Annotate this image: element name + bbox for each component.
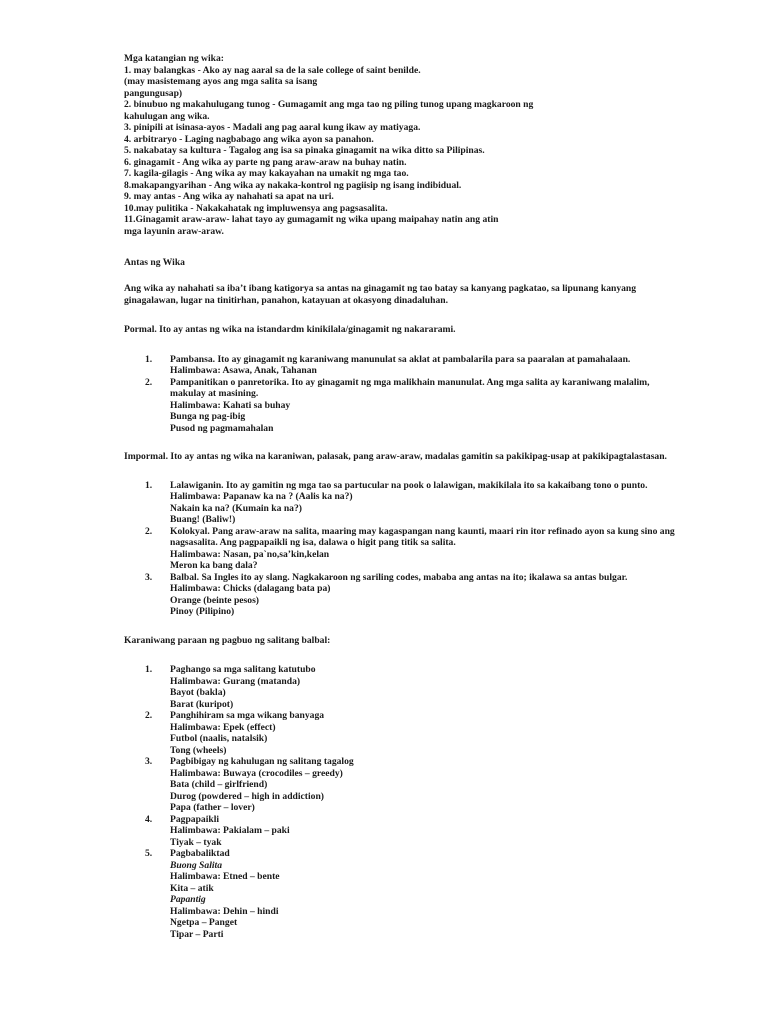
katangian-line: 9. may antas - Ang wika ay nahahati sa apat na uri. [124,191,334,202]
list-item-line: Halimbawa: Buwaya (crocodiles – greedy) [170,768,343,779]
list-item-line: Barat (kuripot) [170,699,234,710]
list-number: 4. [145,814,153,825]
list-number: 2. [145,377,153,388]
list-item-line: Halimbawa: Dehin – hindi [170,906,279,917]
list-item-line: Meron ka bang dala? [170,560,258,571]
list-item-line: Halimbawa: Gurang (matanda) [170,676,301,687]
list-item-line: Pagbabaliktad [170,848,230,859]
list-item-line: Kolokyal. Pang araw-araw na salita, maaring may kagaspangan nang kaunti, maari rin itor refinado ayon sa kung sino ang [170,526,675,537]
list-item-line: Nakain ka na? (Kumain ka na?) [170,503,302,514]
katangian-heading: Mga katangian ng wika: [124,53,224,64]
list-item-line: Pagbibigay ng kahulugan ng salitang tagalog [170,756,354,767]
list-item-line: Pagpapaikli [170,814,220,825]
list-number: 1. [145,354,153,365]
antas-heading: Antas ng Wika [124,257,185,268]
list-item-line: Pinoy (Pilipino) [170,606,235,617]
list-item-line: Pampanitikan o panretorika. Ito ay ginagamit ng mga malikhain manunulat. Ang mga salita ay karaniwang malalim, [170,377,650,388]
katangian-line: 10.may pulitika - Nakakahatak ng impluwensya ang pagsasalita. [124,203,388,214]
list-number: 5. [145,848,153,859]
list-item-subheading: Buong Salita [170,860,222,871]
list-item-line: Bata (child – girlfriend) [170,779,268,790]
list-item-line: nagsasalita. Ang pagpapaikli ng isa, dalawa o higit pang titik sa salita. [170,537,456,548]
list-item-line: Bayot (bakla) [170,687,226,698]
katangian-line: 2. binubuo ng makahulugang tunog - Gumagamit ang mga tao ng piling tunog upang magkaroon ng [124,99,534,110]
katangian-line: 8.makapangyarihan - Ang wika ay nakaka-kontrol ng pagiisip ng isang indibidual. [124,180,462,191]
list-number: 2. [145,710,153,721]
list-number: 3. [145,572,153,583]
list-item-line: Kita – atik [170,883,214,894]
katangian-line: mga layunin araw-araw. [124,226,224,237]
list-item-line: Ngetpa – Panget [170,917,238,928]
list-item-line: Halimbawa: Etned – bente [170,871,280,882]
list-item-line: Lalawiganin. Ito ay gamitin ng mga tao sa partucular na pook o lalawigan, makikilala ito sa kakaibang tono o punto. [170,480,648,491]
katangian-line: (may masistemang ayos ang mga salita sa isang [124,76,318,87]
list-item-line: Tiyak – tyak [170,837,222,848]
balbal-heading: Karaniwang paraan ng pagbuo ng salitang balbal: [124,635,331,646]
list-item-line: Tipar – Parti [170,929,224,940]
list-item-line: Durog (powdered – high in addiction) [170,791,324,802]
list-number: 1. [145,664,153,675]
list-number: 3. [145,756,153,767]
list-item-line: Halimbawa: Asawa, Anak, Tahanan [170,365,317,376]
list-item-line: Bunga ng pag-ibig [170,411,246,422]
list-item-line: Pusod ng pagmamahalan [170,423,274,434]
katangian-line: kahulugan ang wika. [124,111,210,122]
list-item-line: Halimbawa: Papanaw ka na ? (Aalis ka na?) [170,491,353,502]
list-item-line: Halimbawa: Nasan, pa`no,sa’kin,kelan [170,549,330,560]
impormal-definition: Impormal. Ito ay antas ng wika na karaniwan, palasak, pang araw-araw, madalas gamitin sa pakikipag-usap at pakikipagtalastasan. [124,451,667,462]
list-item-line: Halimbawa: Pakialam – paki [170,825,290,836]
list-item-subheading: Papantig [170,894,206,905]
list-item-line: Tong (wheels) [170,745,227,756]
list-item-line: makulay at masining. [170,388,259,399]
katangian-line: 4. arbitraryo - Laging nagbabago ang wika ayon sa panahon. [124,134,374,145]
list-item-line: Pambansa. Ito ay ginagamit ng karaniwang manunulat sa aklat at pambalarila para sa paaralan at pamahalaan. [170,354,631,365]
katangian-line: 3. pinipili at isinasa-ayos - Madali ang pag aaral kung ikaw ay matiyaga. [124,122,421,133]
list-number: 2. [145,526,153,537]
list-item-line: Panghihiram sa mga wikang banyaga [170,710,325,721]
list-item-line: Halimbawa: Kahati sa buhay [170,400,291,411]
katangian-line: 7. kagila-gilagis - Ang wika ay may kakayahan na umakit ng mga tao. [124,168,409,179]
list-item-line: Futbol (naalis, natalsik) [170,733,268,744]
list-number: 1. [145,480,153,491]
list-item-line: Orange (beinte pesos) [170,595,259,606]
list-item-line: Halimbawa: Chicks (dalagang bata pa) [170,583,331,594]
katangian-line: 11.Ginagamit araw-araw- lahat tayo ay gumagamit ng wika upang maipahay natin ang atin [124,214,499,225]
list-item-line: Balbal. Sa Ingles ito ay slang. Nagkakaroon ng sariling codes, mababa ang antas na ito; ikalawa sa antas bulgar. [170,572,628,583]
list-item-line: Buang! (Baliw!) [170,514,236,525]
antas-intro-line: Ang wika ay nahahati sa iba’t ibang katigorya sa antas na ginagamit ng tao batay sa kanyang pagkatao, sa lipunang kanyang [124,283,637,294]
katangian-line: 6. ginagamit - Ang wika ay parte ng pang araw-araw na buhay natin. [124,157,407,168]
katangian-line: 1. may balangkas - Ako ay nag aaral sa de la sale college of saint benilde. [124,65,421,76]
pormal-definition: Pormal. Ito ay antas ng wika na istandardm kinikilala/ginagamit ng nakararami. [124,324,456,335]
list-item-line: Papa (father – lover) [170,802,255,813]
list-item-line: Halimbawa: Epek (effect) [170,722,276,733]
antas-intro-line: ginagalawan, lugar na tinitirhan, panahon, katayuan at okasyong dinadaluhan. [124,295,448,306]
katangian-line: 5. nakabatay sa kultura - Tagalog ang isa sa pinaka ginagamit na wika ditto sa Pilipinas. [124,145,485,156]
katangian-line: pangungusap) [124,88,183,99]
list-item-line: Paghango sa mga salitang katutubo [170,664,316,675]
